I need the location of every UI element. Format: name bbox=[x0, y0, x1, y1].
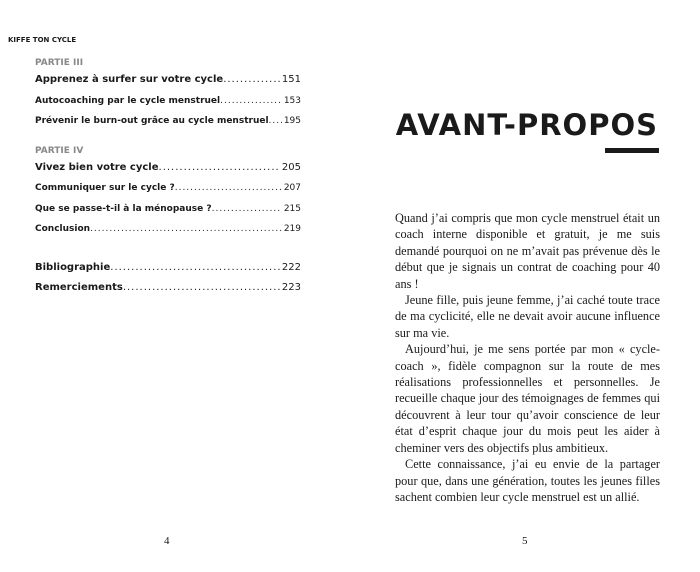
toc-title: Communiquer sur le cycle ? bbox=[35, 183, 175, 193]
toc-entry[interactable] bbox=[35, 258, 301, 279]
part-label: PARTIE III bbox=[35, 58, 84, 68]
title-underline-bar bbox=[605, 148, 659, 153]
table-of-contents bbox=[35, 58, 301, 299]
toc-page: 151 bbox=[281, 74, 301, 85]
toc-title: Apprenez à surfer sur votre cycle bbox=[35, 74, 224, 85]
toc-page: 223 bbox=[281, 282, 301, 293]
toc-page: 219 bbox=[283, 224, 301, 234]
toc-page: 207 bbox=[283, 183, 301, 193]
toc-title: Remerciements bbox=[35, 282, 123, 293]
toc-page: 205 bbox=[281, 161, 301, 173]
toc-entry[interactable] bbox=[35, 91, 301, 112]
toc-entry[interactable] bbox=[35, 278, 301, 299]
toc-title: Autocoaching par le cycle menstruel bbox=[35, 95, 221, 106]
leader-dots bbox=[220, 91, 282, 112]
leader-dots bbox=[110, 258, 280, 279]
running-head: KIFFE TON CYCLE bbox=[8, 36, 77, 44]
chapter-title: AVANT-PROPOS bbox=[395, 108, 658, 142]
leader-dots bbox=[175, 178, 282, 199]
leader-dots bbox=[223, 70, 280, 91]
page-number-left: 4 bbox=[164, 535, 170, 547]
body-text bbox=[395, 210, 660, 505]
toc-title: Conclusion bbox=[35, 224, 91, 234]
toc-page: 222 bbox=[281, 261, 301, 273]
toc-title: Vivez bien votre cycle bbox=[35, 161, 159, 173]
toc-title: Prévenir le burn-out grâce au cycle menstruel bbox=[35, 116, 269, 126]
toc-entry[interactable] bbox=[35, 158, 301, 179]
toc-page: 195 bbox=[283, 116, 301, 126]
leader-dots bbox=[159, 158, 280, 179]
paragraph: Quand j’ai compris que mon cycle menstruel était un coach interne disponible et gratuit, je me suis demandé pourquoi on ne m’avait pas prévenue dès le début que je signais un contrat de coaching pour 40 ans ! bbox=[395, 211, 660, 291]
paragraph: Aujourd’hui, je me sens portée par mon « cycle-coach », fidèle compagnon sur la route de mes réalisations professionnelles et personnelles. Je recueille chaque jour des témoignages de femmes qui découvrent à leur tour qu’avoir conscience de leur état d’esprit chaque jour du mois peut les aider à cheminer vers des objectifs plus ambitieux. bbox=[395, 342, 660, 455]
leader-dots bbox=[123, 278, 280, 299]
paragraph: Cette connaissance, j’ai eu envie de la partager pour que, dans une génération, toutes les jeunes filles sachent combien leur cycle menstruel est un allié. bbox=[395, 457, 660, 504]
toc-title: Que se passe-t-il à la ménopause ? bbox=[35, 203, 212, 214]
part-label: PARTIE IV bbox=[35, 145, 84, 156]
toc-entry[interactable] bbox=[35, 199, 301, 220]
leader-dots bbox=[212, 199, 282, 220]
page-number-right: 5 bbox=[522, 535, 528, 547]
paragraph: Jeune fille, puis jeune femme, j’ai caché toute trace de ma cyclicité, elle ne devait avoir aucune influence sur ma vie. bbox=[395, 293, 660, 340]
toc-page: 215 bbox=[283, 203, 301, 214]
toc-title: Bibliographie bbox=[35, 261, 111, 273]
toc-entry[interactable] bbox=[35, 70, 301, 91]
leader-dots bbox=[269, 111, 282, 132]
toc-entry[interactable] bbox=[35, 178, 301, 199]
toc-page: 153 bbox=[283, 95, 301, 106]
toc-entry[interactable] bbox=[35, 219, 301, 240]
toc-entry[interactable] bbox=[35, 111, 301, 132]
leader-dots bbox=[90, 219, 282, 240]
